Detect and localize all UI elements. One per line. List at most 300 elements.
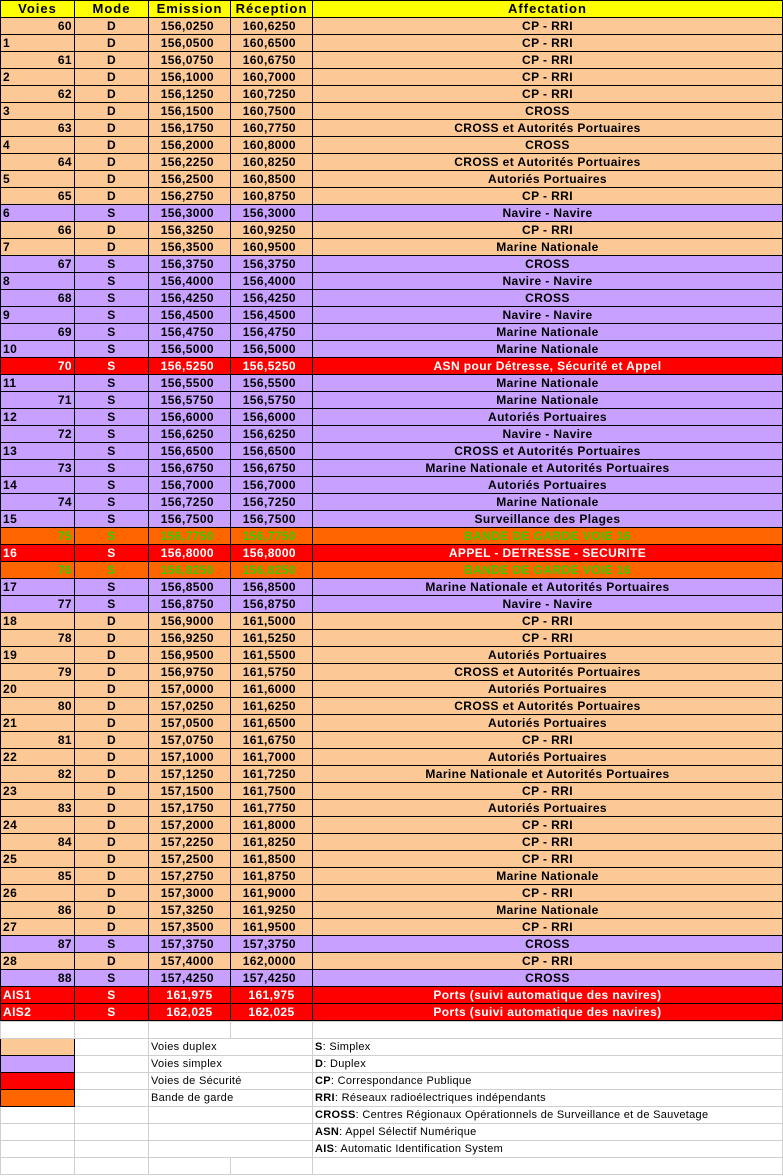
cell-affectation: Autoriés Portuaires: [313, 477, 783, 494]
cell-voie: AIS2: [1, 1004, 75, 1021]
cell-emission: 156,0250: [149, 18, 231, 35]
legend-swatch: [1, 1090, 75, 1107]
table-row: [1, 596, 783, 613]
cell-emission: 157,2000: [149, 817, 231, 834]
cell-reception: 156,3000: [231, 205, 313, 222]
legend-empty-cell: [149, 1107, 313, 1124]
table-row: [1, 120, 783, 137]
legend-empty-cell: [1, 1107, 75, 1124]
cell-mode: D: [75, 647, 149, 664]
cell-voie: 77: [1, 596, 75, 613]
cell-voie: 67: [1, 256, 75, 273]
header-emission: Emission: [149, 1, 231, 18]
cell-mode: D: [75, 171, 149, 188]
cell-voie: 70: [1, 358, 75, 375]
cell-voie: 81: [1, 732, 75, 749]
cell-emission: 156,8750: [149, 596, 231, 613]
legend-abbrev-key: RRI: [315, 1092, 335, 1104]
cell-mode: S: [75, 494, 149, 511]
cell-affectation: Navire - Navire: [313, 307, 783, 324]
legend-row: [1, 1073, 783, 1090]
cell-reception: 161,6250: [231, 698, 313, 715]
legend-empty-cell: [149, 1158, 231, 1175]
legend-abbrev-desc: : Correspondance Publique: [330, 1075, 472, 1087]
cell-emission: 156,8000: [149, 545, 231, 562]
table-row: [1, 52, 783, 69]
cell-emission: 157,2750: [149, 868, 231, 885]
cell-reception: 156,7250: [231, 494, 313, 511]
legend-empty-cell: [75, 1124, 149, 1141]
legend-spacer-row: [1, 1158, 783, 1175]
cell-reception: 160,8500: [231, 171, 313, 188]
cell-mode: D: [75, 800, 149, 817]
table-row: [1, 392, 783, 409]
cell-reception: 161,6750: [231, 732, 313, 749]
table-row: [1, 256, 783, 273]
cell-voie: 26: [1, 885, 75, 902]
legend-row: [1, 1141, 783, 1158]
table-row: [1, 239, 783, 256]
table-row: [1, 273, 783, 290]
legend-row: [1, 1124, 783, 1141]
cell-reception: 161,6500: [231, 715, 313, 732]
table-row: [1, 341, 783, 358]
cell-reception: 156,8250: [231, 562, 313, 579]
cell-affectation: BANDE DE GARDE VOIE 16: [313, 562, 783, 579]
cell-mode: D: [75, 120, 149, 137]
cell-voie: 80: [1, 698, 75, 715]
cell-affectation: Ports (suivi automatique des navires): [313, 1004, 783, 1021]
cell-affectation: Marine Nationale et Autorités Portuaires: [313, 766, 783, 783]
cell-emission: 162,025: [149, 1004, 231, 1021]
cell-mode: D: [75, 715, 149, 732]
cell-voie: 88: [1, 970, 75, 987]
cell-mode: S: [75, 579, 149, 596]
table-row: [1, 511, 783, 528]
cell-mode: D: [75, 732, 149, 749]
cell-mode: S: [75, 562, 149, 579]
cell-affectation: CP - RRI: [313, 52, 783, 69]
cell-affectation: Marine Nationale: [313, 902, 783, 919]
cell-affectation: Autoriés Portuaires: [313, 409, 783, 426]
cell-reception: 160,8000: [231, 137, 313, 154]
cell-emission: 157,2500: [149, 851, 231, 868]
legend-abbrev-desc: : Réseaux radioélectriques indépendants: [334, 1092, 546, 1104]
cell-affectation: Marine Nationale: [313, 341, 783, 358]
cell-affectation: Marine Nationale: [313, 375, 783, 392]
cell-mode: S: [75, 936, 149, 953]
table-row: [1, 783, 783, 800]
legend-swatch-label: Bande de garde: [149, 1090, 313, 1107]
cell-reception: 162,0000: [231, 953, 313, 970]
cell-voie: 15: [1, 511, 75, 528]
cell-voie: 69: [1, 324, 75, 341]
cell-emission: 156,7500: [149, 511, 231, 528]
cell-reception: 161,5250: [231, 630, 313, 647]
cell-voie: 83: [1, 800, 75, 817]
cell-mode: S: [75, 307, 149, 324]
cell-voie: 62: [1, 86, 75, 103]
cell-emission: 156,2750: [149, 188, 231, 205]
cell-affectation: Ports (suivi automatique des navires): [313, 987, 783, 1004]
cell-emission: 156,2500: [149, 171, 231, 188]
cell-emission: 156,6000: [149, 409, 231, 426]
cell-mode: S: [75, 511, 149, 528]
legend-abbrev-key: S: [315, 1041, 323, 1053]
legend-empty-cell: [75, 1039, 149, 1056]
cell-voie: 23: [1, 783, 75, 800]
cell-affectation: Surveillance des Plages: [313, 511, 783, 528]
cell-affectation: CP - RRI: [313, 834, 783, 851]
cell-reception: 156,5250: [231, 358, 313, 375]
table-row: [1, 307, 783, 324]
cell-affectation: CP - RRI: [313, 630, 783, 647]
cell-emission: 157,0500: [149, 715, 231, 732]
table-row: [1, 647, 783, 664]
table-row: [1, 375, 783, 392]
table-row: [1, 35, 783, 52]
table-row: [1, 443, 783, 460]
cell-mode: S: [75, 205, 149, 222]
cell-mode: S: [75, 970, 149, 987]
cell-affectation: Autoriés Portuaires: [313, 800, 783, 817]
cell-emission: 156,4000: [149, 273, 231, 290]
legend-row: [1, 1056, 783, 1073]
cell-voie: 9: [1, 307, 75, 324]
cell-voie: 84: [1, 834, 75, 851]
cell-emission: 157,0000: [149, 681, 231, 698]
cell-reception: 161,5000: [231, 613, 313, 630]
cell-mode: S: [75, 426, 149, 443]
cell-emission: 161,975: [149, 987, 231, 1004]
table-row: [1, 409, 783, 426]
cell-reception: 161,8250: [231, 834, 313, 851]
cell-voie: 7: [1, 239, 75, 256]
cell-affectation: CP - RRI: [313, 919, 783, 936]
legend-empty-cell: [1, 1141, 75, 1158]
cell-reception: 161,5750: [231, 664, 313, 681]
cell-reception: 161,7000: [231, 749, 313, 766]
cell-reception: 157,3750: [231, 936, 313, 953]
cell-emission: 156,7000: [149, 477, 231, 494]
cell-reception: 156,5500: [231, 375, 313, 392]
cell-emission: 156,5500: [149, 375, 231, 392]
cell-mode: S: [75, 256, 149, 273]
cell-affectation: CP - RRI: [313, 69, 783, 86]
legend-empty-cell: [231, 1158, 313, 1175]
table-row: [1, 205, 783, 222]
table-row: [1, 630, 783, 647]
cell-reception: 156,7500: [231, 511, 313, 528]
legend-abbrev-key: ASN: [315, 1126, 340, 1138]
table-row: [1, 290, 783, 307]
cell-reception: 160,9250: [231, 222, 313, 239]
table-row: [1, 222, 783, 239]
cell-emission: 156,1250: [149, 86, 231, 103]
cell-emission: 157,0250: [149, 698, 231, 715]
cell-mode: S: [75, 460, 149, 477]
cell-voie: 12: [1, 409, 75, 426]
cell-reception: 160,7250: [231, 86, 313, 103]
legend-swatch-label: Voies de Sécurité: [149, 1073, 313, 1090]
cell-affectation: CROSS: [313, 970, 783, 987]
cell-voie: 4: [1, 137, 75, 154]
cell-affectation: Autoriés Portuaires: [313, 647, 783, 664]
cell-affectation: CP - RRI: [313, 817, 783, 834]
legend-table: [0, 1021, 783, 1175]
legend-empty-cell: [231, 1022, 313, 1039]
legend-swatch: [1, 1056, 75, 1073]
legend-row: [1, 1107, 783, 1124]
table-row: [1, 834, 783, 851]
cell-voie: 28: [1, 953, 75, 970]
cell-voie: 86: [1, 902, 75, 919]
legend-abbrev-desc: : Automatic Identification System: [334, 1143, 504, 1155]
legend-abbrev: [313, 1056, 783, 1073]
table-row: [1, 86, 783, 103]
cell-voie: 5: [1, 171, 75, 188]
cell-emission: 156,8500: [149, 579, 231, 596]
legend-abbrev: [313, 1039, 783, 1056]
cell-emission: 157,1000: [149, 749, 231, 766]
cell-reception: 161,5500: [231, 647, 313, 664]
cell-reception: 162,025: [231, 1004, 313, 1021]
cell-voie: 20: [1, 681, 75, 698]
cell-reception: 161,7250: [231, 766, 313, 783]
legend-abbrev: [313, 1107, 783, 1124]
cell-voie: 17: [1, 579, 75, 596]
table-row: [1, 715, 783, 732]
cell-voie: 6: [1, 205, 75, 222]
table-row: [1, 970, 783, 987]
cell-emission: 157,0750: [149, 732, 231, 749]
cell-reception: 156,4750: [231, 324, 313, 341]
table-row: [1, 681, 783, 698]
cell-voie: 82: [1, 766, 75, 783]
cell-mode: S: [75, 443, 149, 460]
cell-reception: 161,9250: [231, 902, 313, 919]
cell-voie: 19: [1, 647, 75, 664]
cell-mode: D: [75, 69, 149, 86]
legend-empty-cell: [149, 1124, 313, 1141]
cell-reception: 156,8750: [231, 596, 313, 613]
cell-voie: 63: [1, 120, 75, 137]
cell-emission: 156,0750: [149, 52, 231, 69]
cell-mode: D: [75, 749, 149, 766]
cell-reception: 156,5000: [231, 341, 313, 358]
cell-voie: 76: [1, 562, 75, 579]
cell-voie: 73: [1, 460, 75, 477]
cell-emission: 156,9500: [149, 647, 231, 664]
cell-affectation: Marine Nationale: [313, 324, 783, 341]
cell-affectation: CP - RRI: [313, 953, 783, 970]
cell-emission: 157,2250: [149, 834, 231, 851]
cell-affectation: ASN pour Détresse, Sécurité et Appel: [313, 358, 783, 375]
table-row: [1, 69, 783, 86]
legend-swatch: [1, 1073, 75, 1090]
cell-affectation: Navire - Navire: [313, 205, 783, 222]
cell-emission: 157,4250: [149, 970, 231, 987]
legend-spacer-row: [1, 1022, 783, 1039]
table-row: [1, 698, 783, 715]
cell-reception: 156,6750: [231, 460, 313, 477]
table-row: [1, 1004, 783, 1021]
legend-abbrev: [313, 1090, 783, 1107]
legend-swatch-label: Voies simplex: [149, 1056, 313, 1073]
cell-reception: 160,7000: [231, 69, 313, 86]
cell-affectation: CROSS: [313, 256, 783, 273]
table-row: [1, 188, 783, 205]
cell-mode: S: [75, 409, 149, 426]
cell-voie: 25: [1, 851, 75, 868]
legend-abbrev-key: CP: [315, 1075, 331, 1087]
cell-reception: 156,4250: [231, 290, 313, 307]
cell-affectation: Marine Nationale: [313, 868, 783, 885]
cell-voie: 11: [1, 375, 75, 392]
legend-abbrev-key: CROSS: [315, 1109, 356, 1121]
cell-emission: 156,4500: [149, 307, 231, 324]
cell-mode: S: [75, 528, 149, 545]
cell-mode: D: [75, 834, 149, 851]
cell-voie: 61: [1, 52, 75, 69]
header-row: [1, 1, 783, 18]
cell-affectation: CP - RRI: [313, 35, 783, 52]
legend-swatch-label: Voies duplex: [149, 1039, 313, 1056]
table-row: [1, 154, 783, 171]
legend-empty-cell: [75, 1022, 149, 1039]
legend-abbrev-desc: : Duplex: [323, 1058, 367, 1070]
legend-abbrev-desc: : Simplex: [322, 1041, 371, 1053]
cell-mode: D: [75, 681, 149, 698]
cell-reception: 156,6250: [231, 426, 313, 443]
cell-emission: 156,9000: [149, 613, 231, 630]
cell-affectation: Navire - Navire: [313, 426, 783, 443]
table-row: [1, 936, 783, 953]
cell-voie: 71: [1, 392, 75, 409]
cell-emission: 156,9250: [149, 630, 231, 647]
cell-reception: 156,8500: [231, 579, 313, 596]
cell-voie: 24: [1, 817, 75, 834]
cell-voie: 8: [1, 273, 75, 290]
cell-voie: 14: [1, 477, 75, 494]
cell-affectation: CP - RRI: [313, 18, 783, 35]
cell-emission: 156,4750: [149, 324, 231, 341]
cell-mode: D: [75, 630, 149, 647]
cell-emission: 156,1000: [149, 69, 231, 86]
cell-affectation: CP - RRI: [313, 732, 783, 749]
cell-mode: D: [75, 52, 149, 69]
cell-reception: 161,9000: [231, 885, 313, 902]
cell-voie: 27: [1, 919, 75, 936]
table-row: [1, 171, 783, 188]
cell-reception: 160,8750: [231, 188, 313, 205]
table-row: [1, 460, 783, 477]
cell-affectation: Marine Nationale et Autorités Portuaires: [313, 460, 783, 477]
cell-mode: D: [75, 783, 149, 800]
header-affectation: Affectation: [313, 1, 783, 18]
cell-reception: 160,6250: [231, 18, 313, 35]
cell-affectation: Autoriés Portuaires: [313, 715, 783, 732]
cell-emission: 157,1500: [149, 783, 231, 800]
cell-reception: 161,7500: [231, 783, 313, 800]
cell-mode: D: [75, 239, 149, 256]
cell-emission: 156,3250: [149, 222, 231, 239]
table-row: [1, 732, 783, 749]
legend-abbrev-key: AIS: [315, 1143, 335, 1155]
cell-affectation: APPEL - DETRESSE - SECURITE: [313, 545, 783, 562]
table-row: [1, 103, 783, 120]
cell-voie: 60: [1, 18, 75, 35]
cell-reception: 160,9500: [231, 239, 313, 256]
cell-mode: S: [75, 341, 149, 358]
cell-emission: 156,9750: [149, 664, 231, 681]
legend-empty-cell: [75, 1090, 149, 1107]
cell-affectation: Marine Nationale: [313, 239, 783, 256]
cell-reception: 156,4500: [231, 307, 313, 324]
cell-affectation: Marine Nationale: [313, 494, 783, 511]
header-reception: Réception: [231, 1, 313, 18]
cell-affectation: CROSS et Autorités Portuaires: [313, 664, 783, 681]
legend-empty-cell: [75, 1107, 149, 1124]
cell-emission: 157,3750: [149, 936, 231, 953]
cell-mode: S: [75, 375, 149, 392]
cell-reception: 156,4000: [231, 273, 313, 290]
cell-reception: 161,8750: [231, 868, 313, 885]
cell-reception: 161,8500: [231, 851, 313, 868]
legend-abbrev: [313, 1141, 783, 1158]
cell-affectation: CP - RRI: [313, 885, 783, 902]
cell-emission: 156,7750: [149, 528, 231, 545]
legend-abbrev: [313, 1073, 783, 1090]
cell-voie: 22: [1, 749, 75, 766]
legend-empty-cell: [149, 1141, 313, 1158]
cell-mode: S: [75, 273, 149, 290]
cell-emission: 156,2250: [149, 154, 231, 171]
table-row: [1, 766, 783, 783]
cell-emission: 156,3500: [149, 239, 231, 256]
cell-emission: 157,1750: [149, 800, 231, 817]
cell-voie: 10: [1, 341, 75, 358]
table-row: [1, 137, 783, 154]
table-row: [1, 664, 783, 681]
table-row: [1, 494, 783, 511]
cell-voie: 13: [1, 443, 75, 460]
cell-affectation: CROSS: [313, 103, 783, 120]
cell-mode: S: [75, 596, 149, 613]
table-body: [1, 18, 783, 1021]
cell-reception: 156,3750: [231, 256, 313, 273]
table-row: [1, 613, 783, 630]
cell-affectation: CROSS: [313, 290, 783, 307]
cell-affectation: Marine Nationale: [313, 392, 783, 409]
cell-voie: 74: [1, 494, 75, 511]
cell-mode: S: [75, 545, 149, 562]
table-row: [1, 800, 783, 817]
cell-emission: 156,3750: [149, 256, 231, 273]
cell-mode: D: [75, 817, 149, 834]
cell-mode: D: [75, 919, 149, 936]
legend-empty-cell: [149, 1022, 231, 1039]
table-row: [1, 18, 783, 35]
cell-mode: S: [75, 290, 149, 307]
cell-reception: 160,7750: [231, 120, 313, 137]
legend-abbrev-desc: : Centres Régionaux Opérationnels de Surveillance et de Sauvetage: [355, 1109, 709, 1121]
cell-voie: 79: [1, 664, 75, 681]
cell-voie: 2: [1, 69, 75, 86]
cell-mode: D: [75, 103, 149, 120]
header-mode: Mode: [75, 1, 149, 18]
cell-emission: 156,5750: [149, 392, 231, 409]
